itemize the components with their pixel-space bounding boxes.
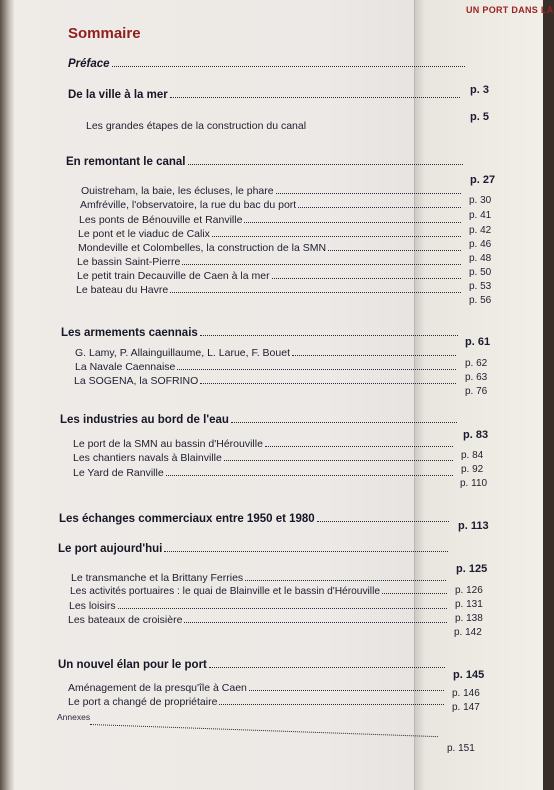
item-page: p. 126	[455, 585, 483, 596]
toc-item: La Navale Caennaise	[75, 361, 459, 373]
dot-leader	[317, 521, 449, 522]
section-label: De la ville à la mer	[68, 89, 168, 101]
item-page: p. 50	[469, 267, 492, 278]
toc-item: Amfréville, l'observatoire, la rue du bac du port	[80, 199, 464, 211]
dot-leader	[209, 667, 445, 668]
toc-item: Les ponts de Bénouville et Ranville	[79, 214, 464, 226]
section-label: Le port aujourd'hui	[58, 543, 163, 555]
section-page: p. 113	[458, 520, 489, 532]
item-page: p. 147	[452, 702, 480, 713]
dot-leader	[231, 422, 457, 423]
dot-leader	[112, 66, 465, 67]
dot-leader	[164, 551, 448, 552]
section-page: p. 27	[470, 174, 496, 186]
toc-item: G. Lamy, P. Allainguillaume, L. Larue, F. Bouet	[75, 347, 459, 359]
item-page: p. 84	[461, 450, 484, 461]
toc-title: Sommaire	[68, 25, 141, 42]
dot-leader	[200, 335, 458, 336]
toc-item: Le petit train Decauville de Caen à la mer	[77, 270, 464, 282]
previous-page-edge	[0, 0, 14, 790]
section-label: Les industries au bord de l'eau	[60, 414, 229, 426]
annexes-label: Annexes	[57, 712, 91, 722]
toc-section-armements	[61, 327, 461, 339]
annexes-page: p. 151	[447, 743, 475, 754]
dot-leader	[90, 724, 438, 737]
item-page: p. 48	[469, 253, 492, 264]
toc-section-preface	[68, 58, 468, 70]
item-page: p. 138	[455, 613, 483, 624]
item-page: p. 142	[454, 627, 482, 638]
item-page: p. 46	[469, 239, 492, 250]
section-page: p. 83	[463, 429, 489, 441]
toc-section-nouvel-elan	[58, 659, 448, 671]
item-page: p. 110	[460, 478, 488, 489]
toc-section-echanges	[59, 513, 452, 525]
item-page: p. 42	[469, 225, 492, 236]
toc-item: La SOGENA, la SOFRINO	[74, 375, 459, 387]
running-header: UN PORT DANS LA	[466, 5, 554, 15]
toc-item: Les chantiers navals à Blainville	[73, 452, 456, 464]
toc-item: Les grandes étapes de la construction du canal	[86, 120, 307, 132]
toc-item: Ouistreham, la baie, les écluses, le phare	[81, 185, 464, 197]
toc-item: Le port de la SMN au bassin d'Hérouville	[73, 438, 456, 450]
item-page: p. 76	[465, 386, 488, 397]
toc-item: Le pont et le viaduc de Calix	[78, 228, 464, 240]
section-page: p. 3	[470, 84, 489, 96]
toc-section-ville	[68, 89, 463, 101]
item-page: p. 56	[469, 295, 492, 306]
section-label: Les échanges commerciaux entre 1950 et 1980	[59, 513, 315, 525]
section-page: p. 5	[470, 111, 489, 123]
toc-item: Les loisirs	[69, 600, 450, 612]
toc-item: Le port a changé de propriétaire	[68, 696, 447, 708]
section-label: Un nouvel élan pour le port	[58, 659, 207, 671]
toc-item: Aménagement de la presqu'île à Caen	[68, 682, 447, 694]
dot-leader	[170, 97, 460, 98]
toc-item: Mondeville et Colombelles, la construction de la SMN	[78, 242, 464, 254]
item-page: p. 131	[455, 599, 483, 610]
toc-section-port-aujourdhui	[58, 543, 451, 555]
dot-leader	[188, 164, 463, 165]
section-label: Les armements caennais	[61, 327, 198, 339]
item-page: p. 30	[469, 195, 492, 206]
toc-item: Les bateaux de croisière	[68, 614, 450, 626]
toc-item: Le transmanche et la Brittany Ferries	[71, 572, 449, 584]
toc-item: Le bassin Saint-Pierre	[77, 256, 464, 268]
section-label: En remontant le canal	[66, 156, 186, 168]
item-page: p. 53	[469, 281, 492, 292]
item-page: p. 41	[469, 210, 492, 221]
toc-section-canal	[66, 156, 466, 168]
section-label: Préface	[68, 58, 110, 70]
item-page: p. 62	[465, 358, 488, 369]
section-page: p. 125	[456, 563, 488, 575]
item-page: p. 92	[461, 464, 484, 475]
item-page: p. 63	[465, 372, 488, 383]
toc-section-industries	[60, 414, 460, 426]
item-page: p. 146	[452, 688, 480, 699]
section-page: p. 61	[465, 336, 491, 348]
toc-item: Le Yard de Ranville	[73, 467, 456, 479]
toc-item: Le bateau du Havre	[76, 284, 464, 296]
toc-item: Les activités portuaires : le quai de Blainville et le bassin d'Hérouville	[70, 586, 450, 597]
section-page: p. 145	[453, 669, 485, 681]
